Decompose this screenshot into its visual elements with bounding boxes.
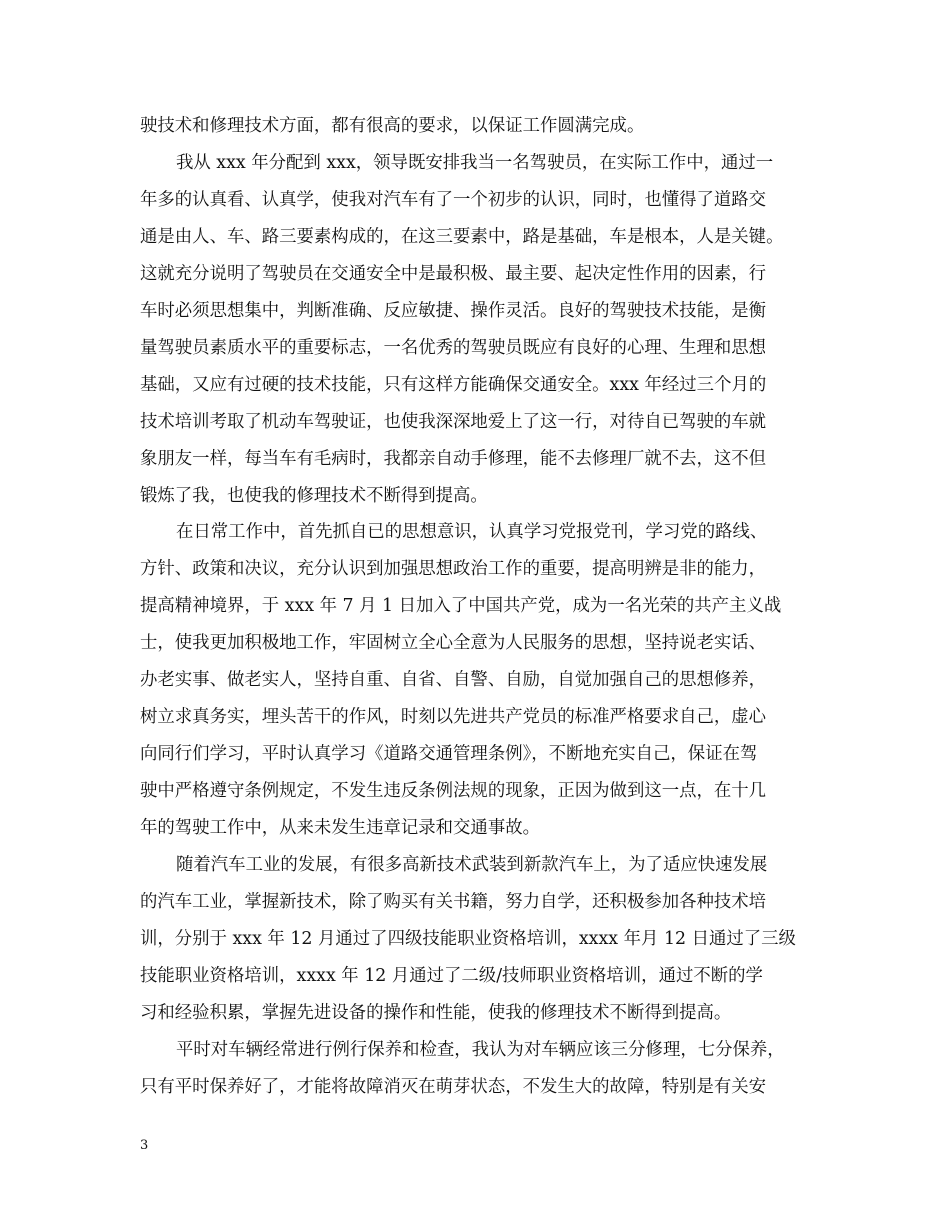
text-line: 基础，又应有过硬的技术技能，只有这样方能确保交通安全。xxx 年经过三个月的 xyxy=(140,374,767,395)
text-line: 向同行们学习，平时认真学习《道路交通管理条例》，不断地充实自己，保证在驾 xyxy=(140,744,758,765)
text-line: 的汽车工业，掌握新技术，除了购买有关书籍，努力自学，还积极参加各种技术培 xyxy=(140,891,767,912)
text-line: 提高精神境界，于 xxx 年 7 月 1 日加入了中国共产党，成为一名光荣的共产主义战 xyxy=(140,596,782,617)
text-line: 象朋友一样，每当车有毛病时，我都亲自动手修理，能不去修理厂就不去，这不但 xyxy=(140,448,767,469)
text-line: 年多的认真看、认真学，使我对汽车有了一个初步的认识，同时，也懂得了道路交 xyxy=(140,189,767,210)
text-line: 技能职业资格培训，xxxx 年 12 月通过了二级/技师职业资格培训，通过不断的学 xyxy=(140,965,763,986)
text-line: 车时必须思想集中，判断准确、反应敏捷、操作灵活。良好的驾驶技术技能，是衡 xyxy=(140,300,767,321)
paragraph-first-line: 平时对车辆经常进行例行保养和检查，我认为对车辆应该三分修理，七分保养， xyxy=(176,1039,785,1060)
text-line: 这就充分说明了驾驶员在交通安全中是最积极、最主要、起决定性作用的因素，行 xyxy=(140,263,767,284)
text-line: 树立求真务实，埋头苦干的作风，时刻以先进共产党员的标准严格要求自己，虚心 xyxy=(140,707,767,728)
text-line: 锻炼了我，也使我的修理技术不断得到提高。 xyxy=(140,485,488,506)
text-line: 量驾驶员素质水平的重要标志，一名优秀的驾驶员既应有良好的心理、生理和思想 xyxy=(140,337,767,358)
text-line: 习和经验积累，掌握先进设备的操作和性能，使我的修理技术不断得到提高。 xyxy=(140,1002,732,1023)
paragraph-first-line: 我从 xxx 年分配到 xxx，领导既安排我当一名驾驶员，在实际工作中，通过一 xyxy=(176,152,774,173)
page-number: 3 xyxy=(140,1138,149,1153)
text-line: 方针、政策和决议，充分认识到加强思想政治工作的重要，提高明辨是非的能力， xyxy=(140,559,767,580)
text-line: 只有平时保养好了，才能将故障消灭在萌芽状态，不发生大的故障，特别是有关安 xyxy=(140,1076,767,1097)
text-line: 办老实事、做老实人，坚持自重、自省、自警、自励，自觉加强自己的思想修养， xyxy=(140,670,767,691)
text-line: 驶中严格遵守条例规定，不发生违反条例法规的现象，正因为做到这一点，在十几 xyxy=(140,781,767,802)
text-line: 通是由人、车、路三要素构成的，在这三要素中，路是基础，车是根本，人是关键。 xyxy=(140,226,784,247)
text-line: 士，使我更加积极地工作，牢固树立全心全意为人民服务的思想，坚持说老实话、 xyxy=(140,633,767,654)
text-line: 训，分别于 xxx 年 12 月通过了四级技能职业资格培训，xxxx 年月 12 日通过了三级 xyxy=(140,928,796,949)
text-line: 年的驾驶工作中，从来未发生违章记录和交通事故。 xyxy=(140,818,540,839)
paragraph-first-line: 在日常工作中，首先抓自已的思想意识，认真学习党报党刊，学习党的路线、 xyxy=(176,522,768,543)
text-line: 驶技术和修理技术方面，都有很高的要求，以保证工作圆满完成。 xyxy=(140,116,645,136)
text-line: 技术培训考取了机动车驾驶证，也使我深深地爱上了这一行，对待自已驾驶的车就 xyxy=(140,411,767,432)
paragraph-first-line: 随着汽车工业的发展，有很多高新技术武装到新款汽车上，为了适应快速发展 xyxy=(176,855,768,875)
